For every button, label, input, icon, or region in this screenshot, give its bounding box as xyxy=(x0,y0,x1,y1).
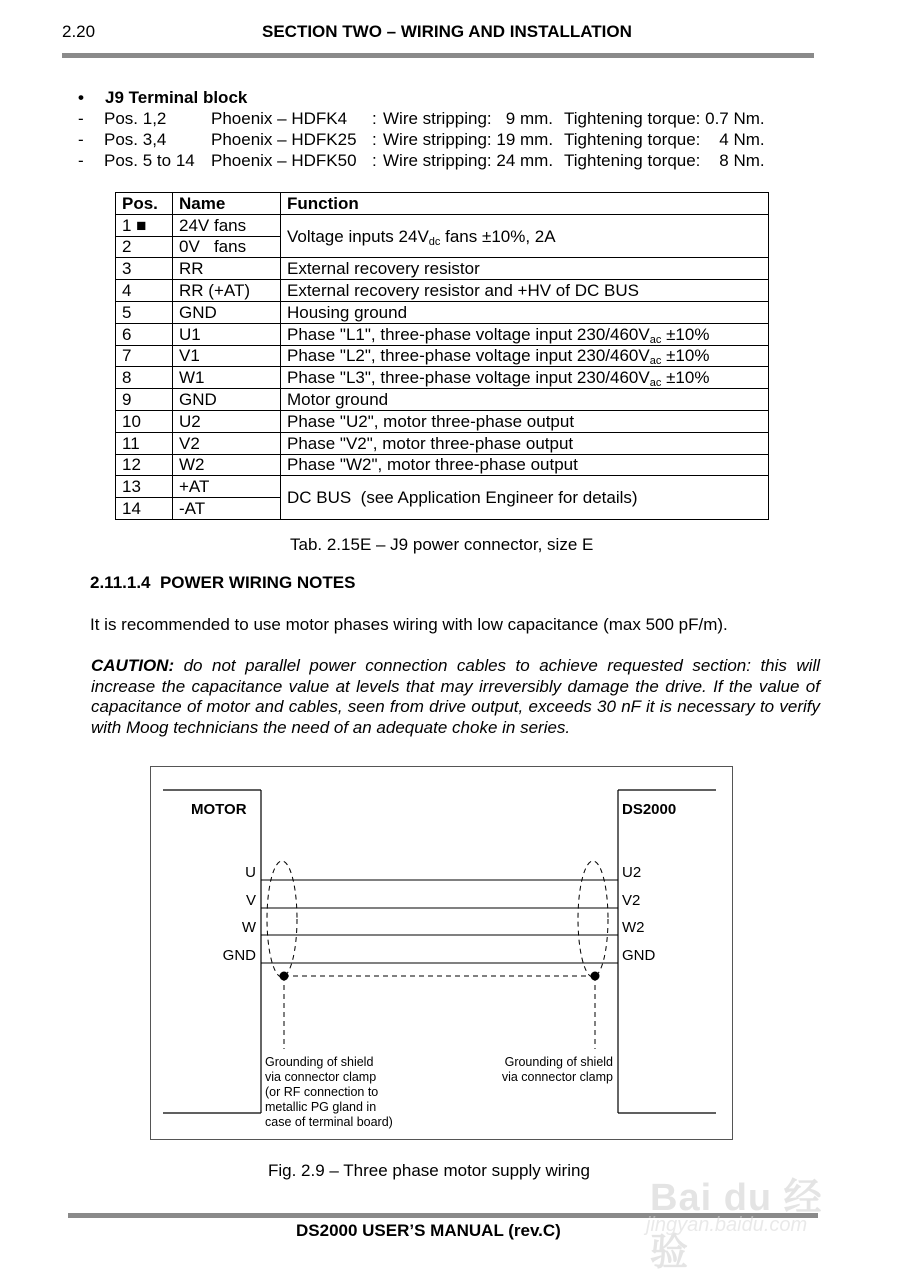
caution-paragraph xyxy=(91,656,820,738)
pos-cell: 14 xyxy=(116,498,173,520)
bullet-icon: • xyxy=(78,88,84,107)
terminal-label: V2 xyxy=(622,892,641,909)
name-cell: GND xyxy=(173,389,281,411)
table-row xyxy=(116,389,769,411)
watermark-url: jingyan.baidu.com xyxy=(646,1214,808,1236)
shield-ellipse-right xyxy=(578,861,608,977)
function-cell: Motor ground xyxy=(281,389,769,411)
name-cell: U2 xyxy=(173,410,281,432)
terminal-label: W xyxy=(241,919,256,936)
section-heading: 2.11.1.4 POWER WIRING NOTES xyxy=(90,573,356,592)
terminal-label: GND xyxy=(222,947,256,964)
j9-connector-table xyxy=(115,192,769,520)
table-row xyxy=(116,345,769,367)
shield-ellipse-left xyxy=(267,861,297,977)
name-cell: +AT xyxy=(173,476,281,498)
pos-cell: 12 xyxy=(116,454,173,476)
function-cell: Voltage inputs $24V_{dc}$ fans ±10%, 2A xyxy=(281,214,769,258)
name-cell: V1 xyxy=(173,345,281,367)
name-cell: 0V fans xyxy=(173,236,281,258)
function-cell: Housing ground xyxy=(281,301,769,323)
table-row xyxy=(116,323,769,345)
function-cell: Phase "V2", motor three-phase output xyxy=(281,432,769,454)
header-rule xyxy=(62,53,814,58)
pos-cell: 8 xyxy=(116,367,173,389)
pos-cell: 7 xyxy=(116,345,173,367)
table-row xyxy=(116,432,769,454)
table-row xyxy=(116,454,769,476)
wiring-diagram xyxy=(150,766,733,1140)
name-cell: 24V fans xyxy=(173,214,281,236)
table-row xyxy=(116,214,769,236)
page-header xyxy=(62,22,814,42)
page-footer: DS2000 USER’S MANUAL (rev.C) xyxy=(296,1221,561,1240)
function-cell: Phase "L1", three-phase voltage input $230/460V_{ac} \pm 10\%$ xyxy=(281,323,769,345)
svg-text:via connector clamp: via connector clamp xyxy=(501,1070,613,1084)
motor-label: MOTOR xyxy=(191,801,247,818)
table-header-row xyxy=(116,193,769,215)
terminal-label: W2 xyxy=(622,919,645,936)
pos-cell: 1 ■ xyxy=(116,214,173,236)
name-cell: RR (+AT) xyxy=(173,280,281,302)
terminal-label: U2 xyxy=(622,864,642,881)
watermark-brand: Bai du 经验 xyxy=(650,1177,823,1274)
function-cell: External recovery resistor and +HV of DC BUS xyxy=(281,280,769,302)
svg-text:(or RF connection to: (or RF connection to xyxy=(265,1085,379,1099)
baidu-watermark xyxy=(640,1148,850,1274)
svg-text:metallic PG gland in: metallic PG gland in xyxy=(265,1100,377,1114)
function-cell: Phase "L3", three-phase voltage input $230/460V_{ac} \pm 10\%$ xyxy=(281,367,769,389)
column-header-function: Function xyxy=(281,193,769,215)
table-row xyxy=(116,476,769,498)
svg-text:via connector clamp: via connector clamp xyxy=(265,1070,377,1084)
name-cell: V2 xyxy=(173,432,281,454)
recommendation-paragraph: It is recommended to use motor phases wiring with low capacitance (max 500 pF/m). xyxy=(90,615,728,634)
pos-cell: 6 xyxy=(116,323,173,345)
column-header-name: Name xyxy=(173,193,281,215)
svg-text:Grounding of shield: Grounding of shield xyxy=(504,1055,613,1069)
pos-cell: 5 xyxy=(116,301,173,323)
terminal-block-title: J9 Terminal block xyxy=(105,88,248,107)
figure-caption: Fig. 2.9 – Three phase motor supply wiring xyxy=(268,1161,590,1180)
table-row xyxy=(116,301,769,323)
left-ground-note xyxy=(265,1055,393,1129)
pos-cell: 2 xyxy=(116,236,173,258)
function-cell: Phase "W2", motor three-phase output xyxy=(281,454,769,476)
terminal-label: GND xyxy=(622,947,656,964)
function-cell: Phase "L2", three-phase voltage input $230/460V_{ac} \pm 10\%$ xyxy=(281,345,769,367)
name-cell: W1 xyxy=(173,367,281,389)
name-cell: -AT xyxy=(173,498,281,520)
name-cell: W2 xyxy=(173,454,281,476)
function-cell: Phase "U2", motor three-phase output xyxy=(281,410,769,432)
name-cell: U1 xyxy=(173,323,281,345)
caution-label: CAUTION: xyxy=(91,656,175,675)
table-caption: Tab. 2.15E – J9 power connector, size E xyxy=(290,535,594,554)
column-header-pos: Pos. xyxy=(116,193,173,215)
pos-cell: 3 xyxy=(116,258,173,280)
pos-cell: 13 xyxy=(116,476,173,498)
pos-cell: 10 xyxy=(116,410,173,432)
pos-cell: 4 xyxy=(116,280,173,302)
terminal-label: U xyxy=(245,864,256,881)
name-cell: RR xyxy=(173,258,281,280)
terminal-label: V xyxy=(245,892,256,909)
right-ground-note xyxy=(502,1055,613,1084)
table-row xyxy=(116,410,769,432)
caution-text: do not parallel power connection cables to achieve requested section: this will increase the capacitance value at levels that may irreversibly damage the drive. If the value of capacitance of motor and cables, seen from drive output, exceeds 30 nF it is necessary to verify with Moog technicians the need of an adequate choke in series. xyxy=(91,656,820,737)
page-number: 2.20 xyxy=(62,22,96,41)
wiring-diagram-svg xyxy=(151,767,734,1141)
section-title: SECTION TWO – WIRING AND INSTALLATION xyxy=(262,22,632,41)
drive-label: DS2000 xyxy=(622,801,677,818)
pos-cell: 11 xyxy=(116,432,173,454)
table-row xyxy=(116,280,769,302)
function-cell: DC BUS (see Application Engineer for details) xyxy=(281,476,769,520)
pos-cell: 9 xyxy=(116,389,173,411)
svg-text:Grounding of shield: Grounding of shield xyxy=(265,1055,374,1069)
function-cell: External recovery resistor xyxy=(281,258,769,280)
table-row xyxy=(116,258,769,280)
name-cell: GND xyxy=(173,301,281,323)
table-row xyxy=(116,367,769,389)
svg-text:case of terminal board): case of terminal board) xyxy=(265,1115,393,1129)
